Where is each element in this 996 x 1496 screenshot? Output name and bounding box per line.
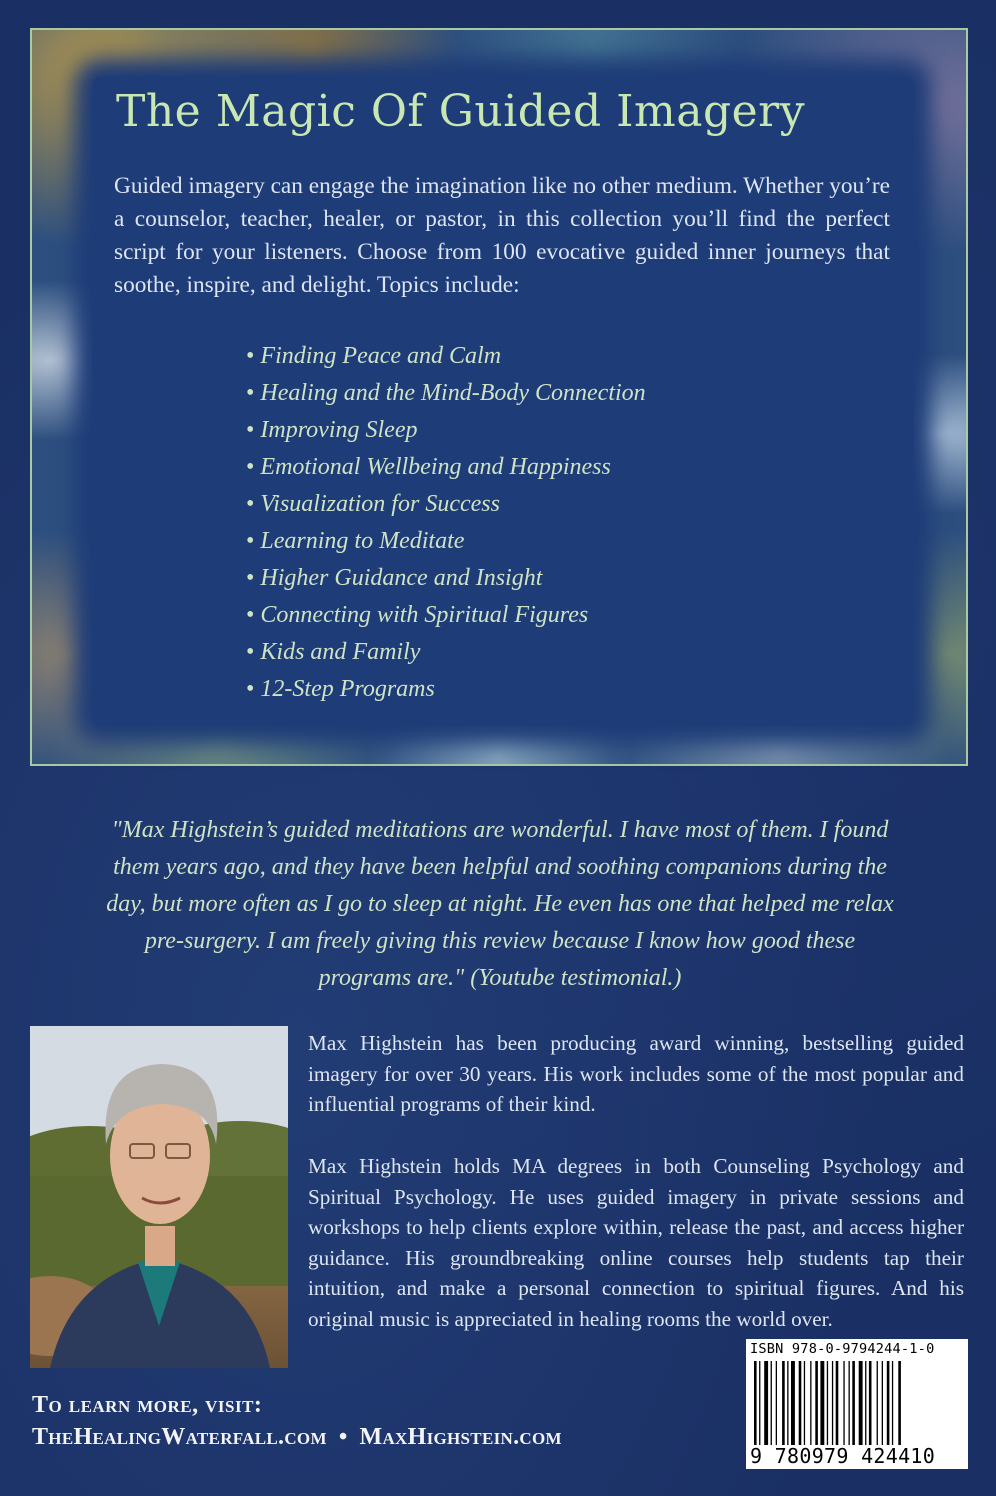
topic-item — [246, 560, 646, 597]
topic-label: Learning to Meditate — [260, 528, 465, 554]
bullet-icon: • — [246, 528, 255, 554]
topic-label: 12-Step Programs — [260, 676, 435, 702]
bullet-icon: • — [246, 454, 255, 480]
bullet-icon: • — [246, 343, 255, 369]
author-portrait-image — [30, 1026, 288, 1368]
link-max-highstein[interactable]: MaxHighstein.com — [359, 1424, 562, 1450]
bio-paragraph-1: Max Highstein has been producing award winning, bestselling guided imagery for over 30 years. His work includes some of the most popular and influential programs of their kind. — [308, 1031, 964, 1116]
topic-item — [246, 671, 646, 708]
author-photo — [30, 1026, 288, 1368]
learn-more-label: To learn more, visit: — [32, 1392, 263, 1418]
bullet-icon: • — [246, 417, 255, 443]
barcode-digits: 9 780979 424410 — [750, 1444, 936, 1468]
topic-item — [246, 412, 646, 449]
bullet-icon: • — [246, 380, 255, 406]
topic-item — [246, 449, 646, 486]
bullet-icon: • — [246, 639, 255, 665]
link-healing-waterfall[interactable]: TheHealingWaterfall.com — [32, 1424, 327, 1450]
topic-label: Finding Peace and Calm — [260, 343, 502, 369]
topic-label: Visualization for Success — [260, 491, 500, 517]
bullet-icon: • — [246, 676, 255, 702]
topic-label: Higher Guidance and Insight — [260, 565, 543, 591]
topic-label: Healing and the Mind-Body Connection — [260, 380, 646, 406]
isbn-barcode — [746, 1339, 968, 1469]
topic-label: Connecting with Spiritual Figures — [260, 602, 589, 628]
intro-paragraph: Guided imagery can engage the imagination like no other medium. Whether you’re a counselor, teacher, healer, or pastor, in this collection you’ll find the perfect script for your listeners. Choose from 100 evocative guided inner journeys that soothe, inspire, and delight. Topics include: — [114, 173, 890, 298]
barcode-bars — [752, 1361, 962, 1445]
topic-item — [246, 375, 646, 412]
topic-item — [246, 634, 646, 671]
testimonial-quote: "Max Highstein’s guided meditations are wonderful. I have most of them. I found them years ago, and they have been helpful and soothing companions during the day, but more often as I go to sleep at night. He even has one that helped me relax pre-surgery. I am freely giving this review because I know how good these programs are." (Youtube testimonial.) — [106, 817, 894, 991]
bio-paragraph-2: Max Highstein holds MA degrees in both Counseling Psychology and Spiritual Psychology. He uses guided imagery in private sessions and workshops to help clients explore within, release the past, and access higher guidance. His groundbreaking online courses help students tap their intuition, and make a personal connection to spiritual figures. And his original music is appreciated in healing rooms the world over. — [308, 1154, 964, 1331]
website-links — [32, 1424, 562, 1451]
bullet-icon: • — [246, 491, 255, 517]
headline: The Magic Of Guided Imagery — [116, 86, 806, 137]
topic-item — [246, 523, 646, 560]
topic-label: Kids and Family — [260, 639, 421, 665]
isbn-label: ISBN 978-0-9794244-1-0 — [750, 1341, 935, 1357]
topic-label: Emotional Wellbeing and Happiness — [260, 454, 611, 480]
separator-bullet: • — [338, 1424, 348, 1450]
topic-item — [246, 597, 646, 634]
topic-label: Improving Sleep — [260, 417, 418, 443]
bullet-icon: • — [246, 602, 255, 628]
topic-item — [246, 338, 646, 375]
topics-list — [246, 338, 646, 708]
bullet-icon: • — [246, 565, 255, 591]
topic-item — [246, 486, 646, 523]
